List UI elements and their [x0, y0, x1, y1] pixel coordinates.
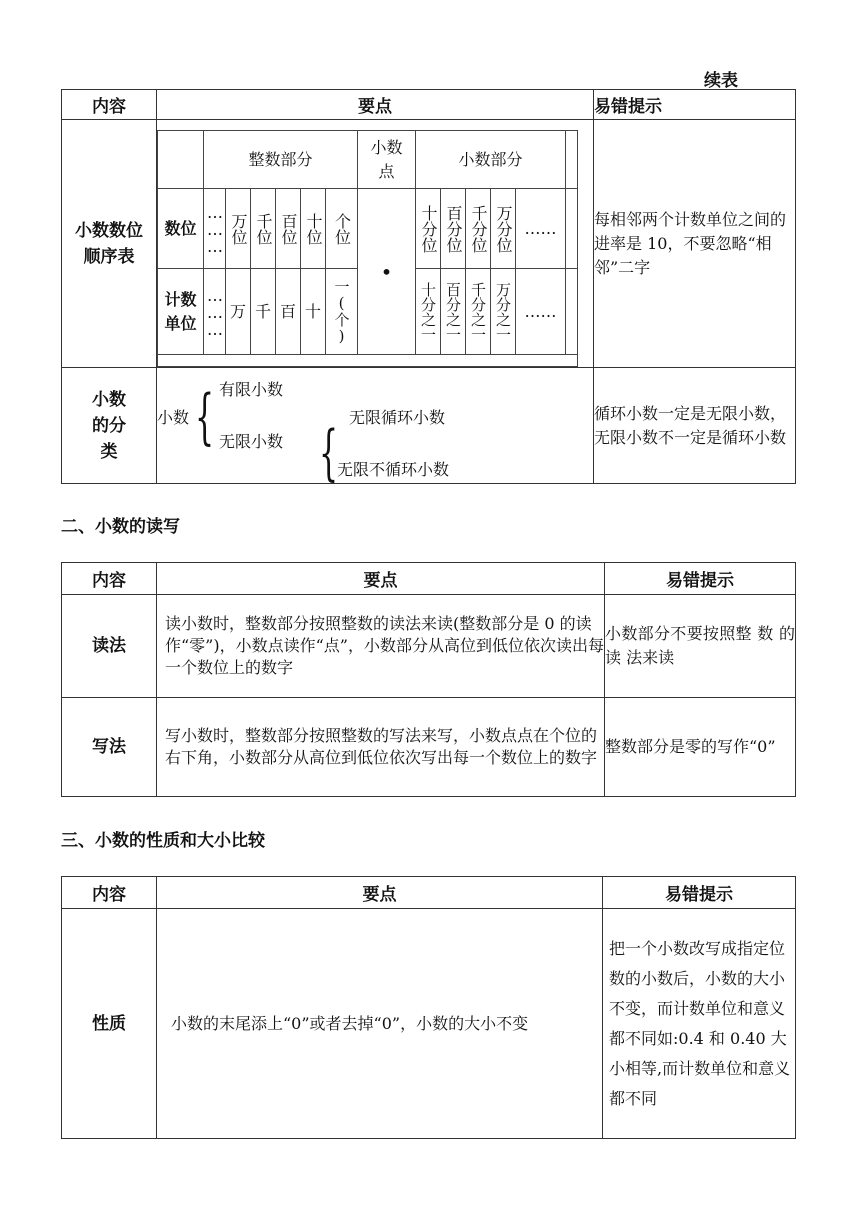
- row-label-writing: 写法: [62, 698, 157, 797]
- place-value-cell: [157, 120, 594, 368]
- tip-property: 把一个小数改写成指定位数的小数后，小数的大小不变，而计数单位和意义都不同如:0.4 和 0.40 大小相等,而计数单位和意义都不同: [603, 909, 796, 1139]
- row-label-reading: 读法: [62, 595, 157, 698]
- decimal-point-symbol: •: [358, 189, 416, 355]
- place-ten-thousandths: 万分位: [491, 189, 516, 269]
- reading-rule: 读小数时，整数部分按照整数的读法来读(整数部分是 0 的读作“零”)，小数点读作“点”，小数部分从高位到低位依次读出每一个数位上的数字: [157, 595, 605, 698]
- unit-qian: 千: [251, 269, 276, 355]
- tip-reading: 小数部分不要按照整 数 的 读 法来读: [605, 595, 796, 698]
- decimal-point-header: 小数点: [358, 131, 416, 189]
- property-rule: 小数的末尾添上“0”或者去掉“0”，小数的大小不变: [157, 909, 603, 1139]
- classification-diagram: [157, 368, 594, 488]
- place-ge: 个位: [326, 189, 358, 269]
- place-bai: 百位: [276, 189, 301, 269]
- class-non-repeating: 无限不循环小数: [337, 460, 450, 479]
- header-content: 内容: [62, 90, 157, 120]
- place-qian: 千位: [251, 189, 276, 269]
- unit-thousandths: 千分之一: [466, 269, 491, 355]
- decimal-part-header: 小数部分: [416, 131, 566, 189]
- unit-wan: 万: [226, 269, 251, 355]
- ellipsis-right-unit: ……: [516, 269, 566, 355]
- header-tips-2: 易错提示: [605, 563, 796, 595]
- brace-sub-icon: {: [319, 418, 339, 488]
- class-infinite: 无限小数: [219, 432, 284, 451]
- tip-classification: 循环小数一定是无限小数，无限小数不一定是循环小数: [594, 368, 796, 484]
- unit-bai: 百: [276, 269, 301, 355]
- place-hundredths: 百分位: [441, 189, 466, 269]
- decimal-table-continued: [61, 89, 796, 488]
- header-content-3: 内容: [62, 877, 157, 909]
- place-shi: 十位: [301, 189, 326, 269]
- unit-row-label: 计数单位: [158, 269, 204, 355]
- place-thousandths: 千分位: [466, 189, 491, 269]
- row-label-place-table: 小数数位顺序表: [62, 120, 157, 368]
- unit-hundredths: 百分之一: [441, 269, 466, 355]
- properties-table: [61, 876, 796, 1139]
- header-content-2: 内容: [62, 563, 157, 595]
- digit-row-label: 数位: [158, 189, 204, 269]
- row-label-property: 性质: [62, 909, 157, 1139]
- unit-ten-thousandths: 万分之一: [491, 269, 516, 355]
- unit-tenths: 十分之一: [416, 269, 441, 355]
- unit-shi: 十: [301, 269, 326, 355]
- header-key-points: 要点: [157, 90, 594, 120]
- dots-left: ………: [204, 189, 226, 269]
- tip-writing: 整数部分是零的写作“0”: [605, 698, 796, 797]
- header-tips: 易错提示: [594, 90, 796, 120]
- writing-rule: 写小数时，整数部分按照整数的写法来写，小数点点在个位的右下角，小数部分从高位到低位依次写出每一个数位上的数字: [157, 698, 605, 797]
- header-tips-3: 易错提示: [603, 877, 796, 909]
- row-label-classification: 小数的分类: [62, 368, 157, 484]
- header-key-points-2: 要点: [157, 563, 605, 595]
- section-title-properties: 三、小数的性质和大小比较: [61, 831, 265, 851]
- place-tenths: 十分位: [416, 189, 441, 269]
- unit-ge: 一(个): [326, 269, 358, 355]
- tip-place-table: 每相邻两个计数单位之间的进率是 10，不要忽略“相邻”二字: [594, 120, 796, 368]
- continued-label: 续表: [704, 71, 738, 91]
- brace-main-icon: {: [195, 382, 215, 452]
- place-wan: 万位: [226, 189, 251, 269]
- class-root: 小数: [157, 408, 190, 427]
- integer-part-header: 整数部分: [204, 131, 358, 189]
- header-key-points-3: 要点: [157, 877, 603, 909]
- ellipsis-right: ……: [516, 189, 566, 269]
- section-title-read-write: 二、小数的读写: [61, 517, 180, 537]
- read-write-table: [61, 562, 796, 797]
- dots-left-unit: ………: [204, 269, 226, 355]
- class-repeating: 无限循环小数: [349, 408, 446, 427]
- class-finite: 有限小数: [219, 380, 284, 399]
- place-value-table: [157, 130, 578, 367]
